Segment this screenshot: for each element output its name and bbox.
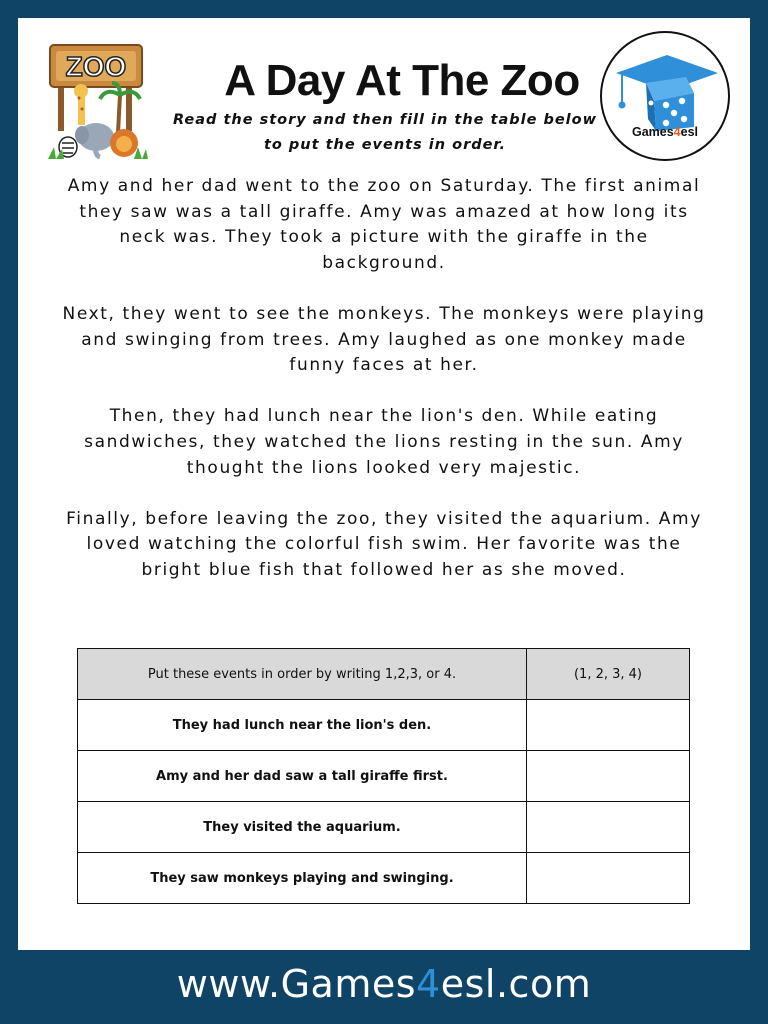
page-title: A Day At The Zoo bbox=[224, 56, 580, 105]
order-answer-cell[interactable] bbox=[527, 802, 690, 853]
table-row bbox=[78, 853, 690, 904]
event-cell: They saw monkeys playing and swinging. bbox=[78, 853, 527, 904]
instructions-subtitle: Read the story and then fill in the table below to put the events in order. bbox=[172, 112, 598, 153]
order-answer-cell[interactable] bbox=[527, 751, 690, 802]
order-answer-cell[interactable] bbox=[527, 853, 690, 904]
story-text bbox=[60, 174, 708, 609]
table-row bbox=[78, 751, 690, 802]
event-cell: They had lunch near the lion's den. bbox=[78, 700, 527, 751]
table-header-row bbox=[78, 649, 690, 700]
table-header-order: (1, 2, 3, 4) bbox=[527, 649, 690, 700]
order-answer-cell[interactable] bbox=[527, 700, 690, 751]
table-row bbox=[78, 700, 690, 751]
table-header-instruction: Put these events in order by writing 1,2,3, or 4. bbox=[78, 649, 527, 700]
story-paragraph: Finally, before leaving the zoo, they visited the aquarium. Amy loved watching the colorful fish swim. Her favorite was the bright blue fish that followed her as she moved. bbox=[66, 508, 702, 580]
brand-name: Games4esl bbox=[631, 125, 699, 139]
worksheet-page bbox=[18, 18, 750, 950]
zoo-sign-text: ZOO bbox=[65, 51, 127, 82]
footer-website-link[interactable]: www.Games4esl.com bbox=[176, 962, 592, 1006]
table-row bbox=[78, 802, 690, 853]
events-order-table bbox=[77, 648, 690, 904]
zoo-animals-sign-icon bbox=[48, 43, 148, 161]
event-cell: Amy and her dad saw a tall giraffe first. bbox=[78, 751, 527, 802]
story-paragraph: Then, they had lunch near the lion's den. While eating sandwiches, they watched the lions resting in the sun. Amy thought the lions looked very majestic. bbox=[84, 406, 684, 478]
graduation-cap-dice-icon bbox=[614, 53, 720, 131]
event-cell: They visited the aquarium. bbox=[78, 802, 527, 853]
games4esl-logo bbox=[600, 31, 730, 161]
story-paragraph: Next, they went to see the monkeys. The monkeys were playing and swinging from trees. Amy laughed as one monkey made funny faces at her. bbox=[62, 303, 706, 376]
story-paragraph: Amy and her dad went to the zoo on Saturday. The first animal they saw was a tall giraffe. Amy was amazed at how long its neck was. They took a picture with the giraffe in the background. bbox=[67, 176, 701, 273]
